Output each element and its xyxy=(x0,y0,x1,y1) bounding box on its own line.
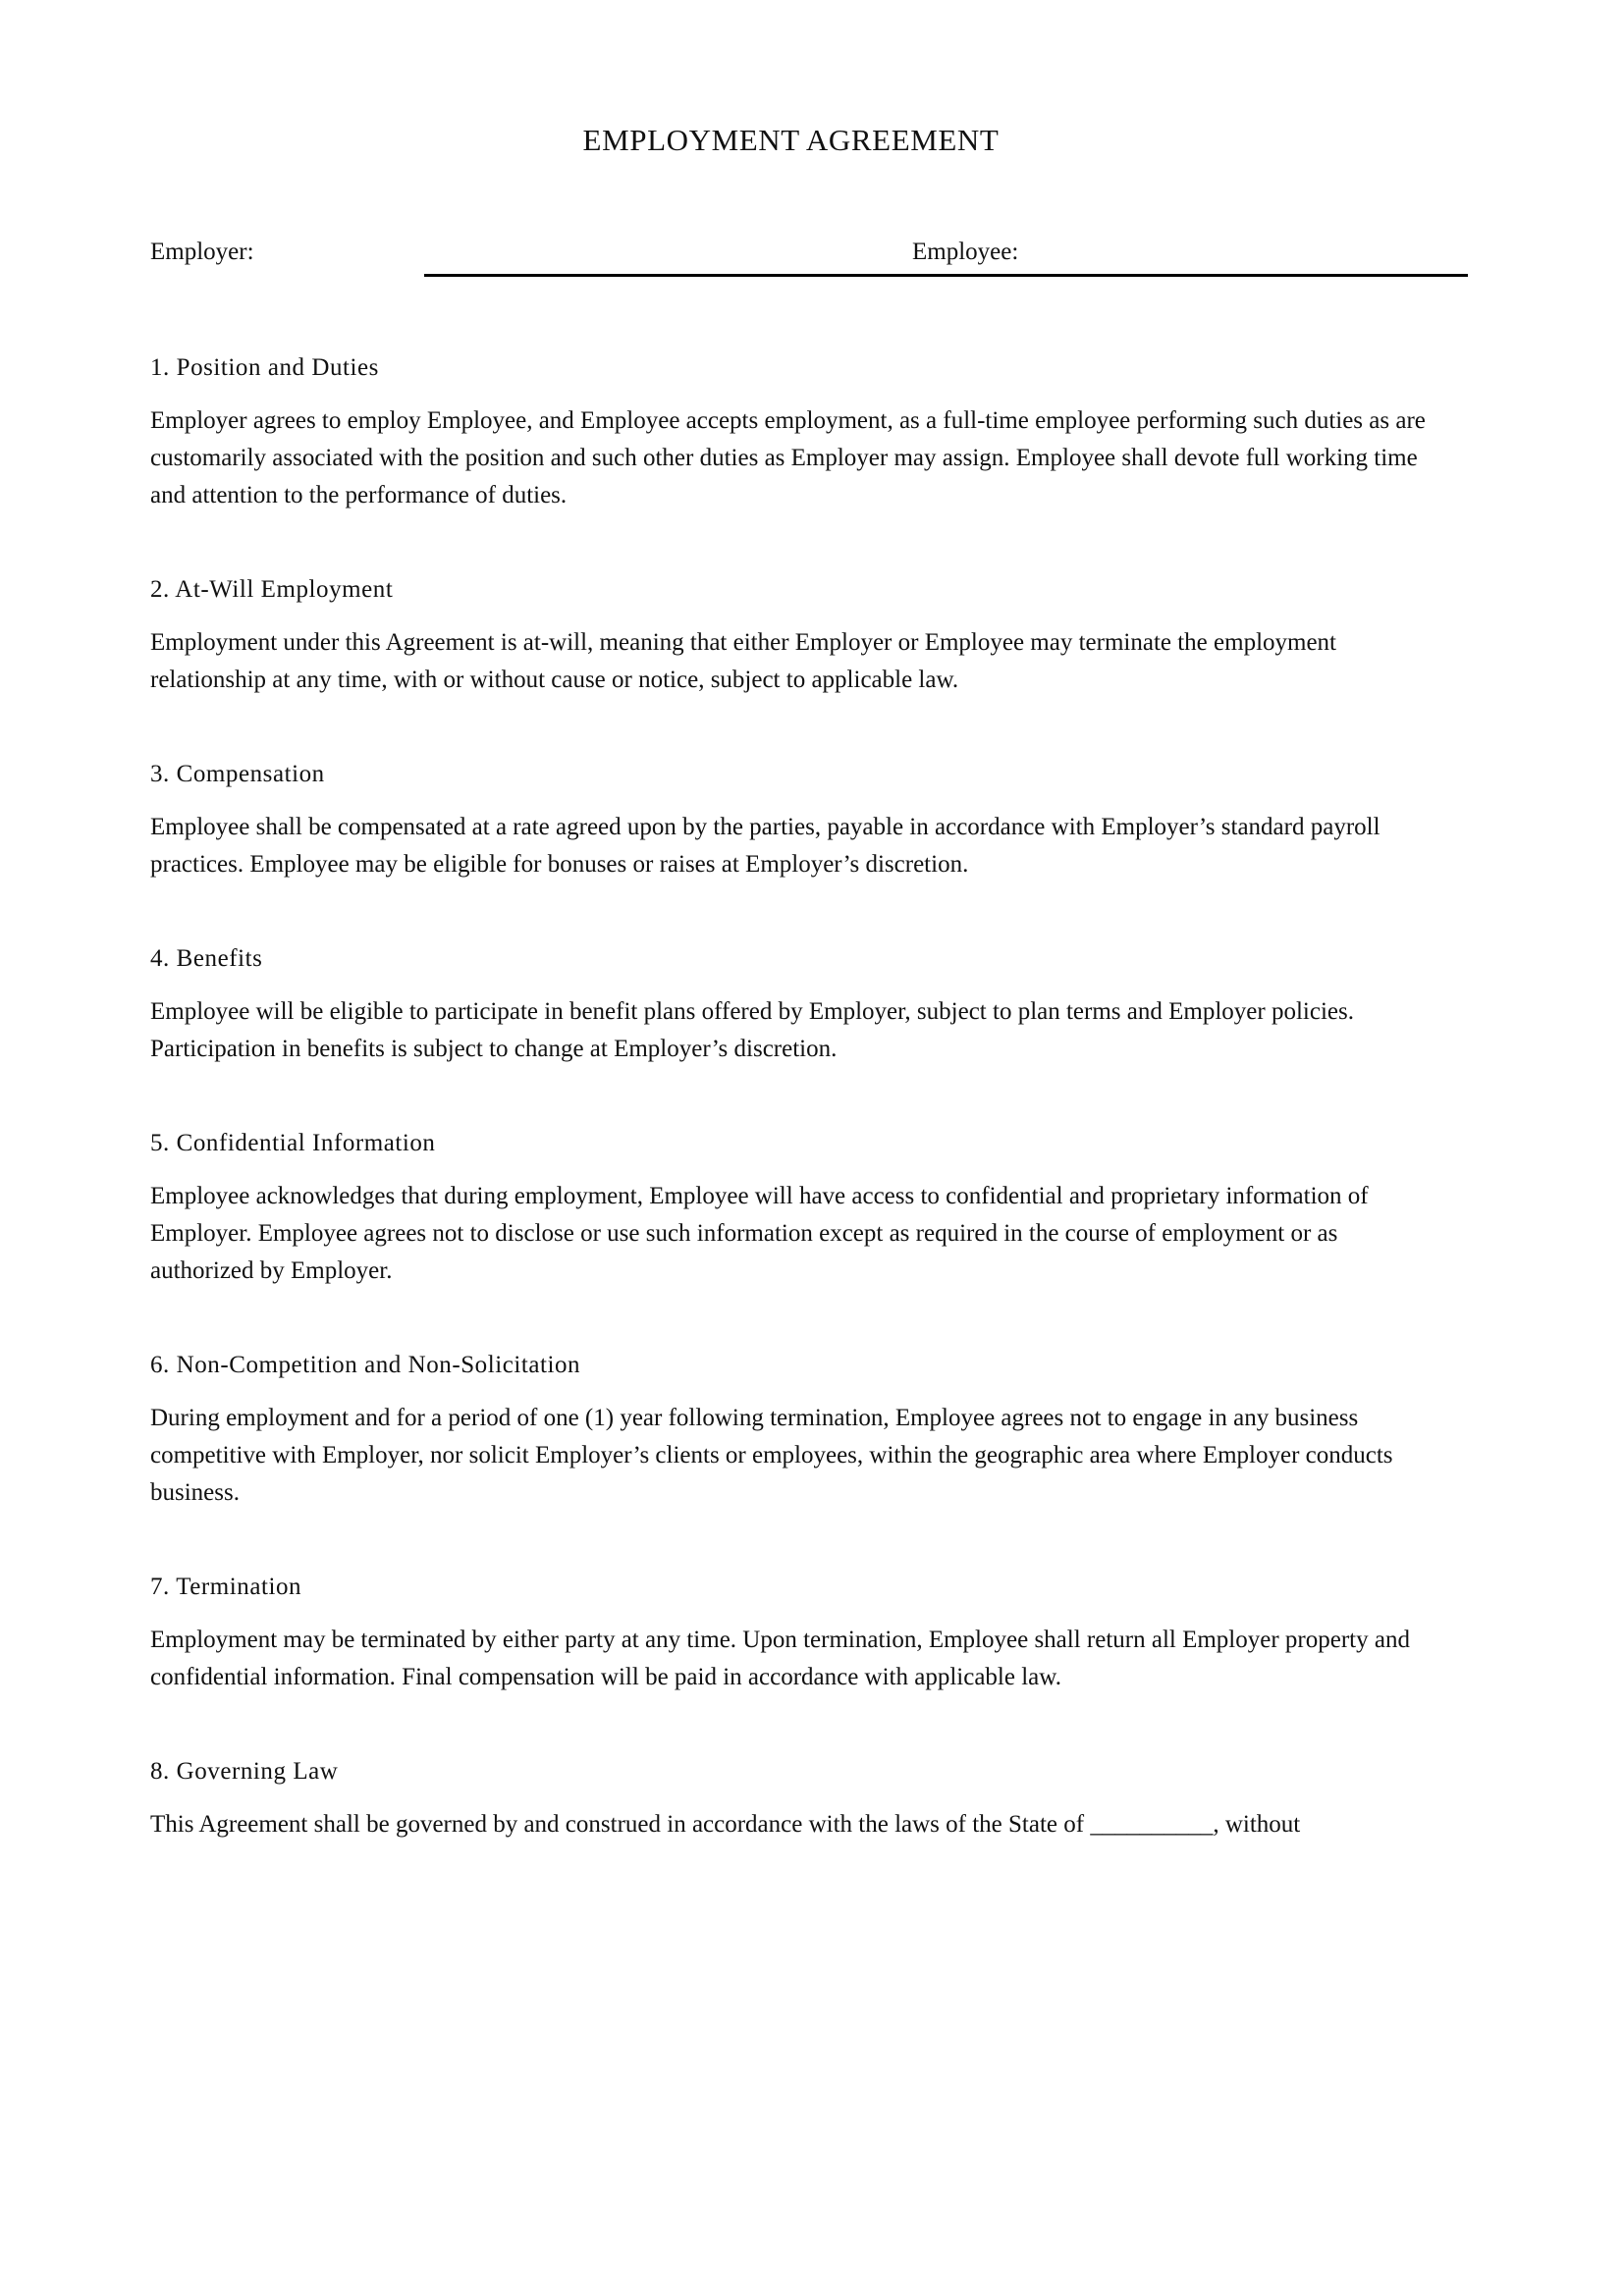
section-4 xyxy=(150,944,1432,1068)
section-6-body: During employment and for a period of one (1) year following termination, Employee agrees not to engage in any business competitive with Employer, nor solicit Employer’s clients or employees, within the geographic area where Employer conducts business. xyxy=(150,1405,1393,1506)
section-1 xyxy=(150,353,1432,514)
section-5 xyxy=(150,1129,1432,1290)
section-6 xyxy=(150,1351,1432,1512)
section-5-heading: 5. Confidential Information xyxy=(150,1130,436,1156)
section-3 xyxy=(150,760,1432,883)
section-8-body: This Agreement shall be governed by and construed in accordance with the laws of the State of __________, without xyxy=(150,1811,1301,1838)
section-4-heading: 4. Benefits xyxy=(150,945,263,972)
page-title: EMPLOYMENT AGREEMENT xyxy=(582,123,1000,157)
section-7-heading: 7. Termination xyxy=(150,1574,302,1600)
section-5-body: Employee acknowledges that during employment, Employee will have access to confidential and proprietary information of Employer. Employee agrees not to disclose or use such information except as required in the course of employment or as authorized by Employer. xyxy=(150,1183,1369,1284)
section-2-heading: 2. At-Will Employment xyxy=(150,576,394,603)
section-3-body: Employee shall be compensated at a rate agreed upon by the parties, payable in accordance with Employer’s standard payroll practices. Employee may be eligible for bonuses or raises at Employer’s discretion. xyxy=(150,814,1380,878)
document-content xyxy=(150,0,1432,1843)
section-6-heading: 6. Non-Competition and Non-Solicitation xyxy=(150,1352,581,1378)
section-3-heading: 3. Compensation xyxy=(150,761,325,787)
section-1-body: Employer agrees to employ Employee, and Employee accepts employment, as a full-time employee performing such duties as are customarily associated with the position and such other duties as Employer may assign. Employee shall devote full working time and attention to the performance of duties. xyxy=(150,407,1426,508)
section-2-body: Employment under this Agreement is at-will, meaning that either Employer or Employee may terminate the employment relationship at any time, with or without cause or notice, subject to applicable law. xyxy=(150,629,1337,693)
party-signature-row xyxy=(150,238,1432,293)
section-1-heading: 1. Position and Duties xyxy=(150,354,379,381)
section-7 xyxy=(150,1573,1432,1696)
section-2 xyxy=(150,575,1432,699)
section-4-body: Employee will be eligible to participate in benefit plans offered by Employer, subject to plan terms and Employer policies. Participation in benefits is subject to change at Employer’s discretion. xyxy=(150,998,1354,1062)
signature-rule xyxy=(424,274,1468,277)
section-8 xyxy=(150,1757,1432,1843)
section-7-body: Employment may be terminated by either party at any time. Upon termination, Employee shall return all Employer property and confidential information. Final compensation will be paid in accordance with applicable law. xyxy=(150,1627,1410,1690)
employee-label: Employee: xyxy=(912,239,1019,265)
section-8-heading: 8. Governing Law xyxy=(150,1758,339,1785)
employer-label: Employer: xyxy=(150,239,254,265)
